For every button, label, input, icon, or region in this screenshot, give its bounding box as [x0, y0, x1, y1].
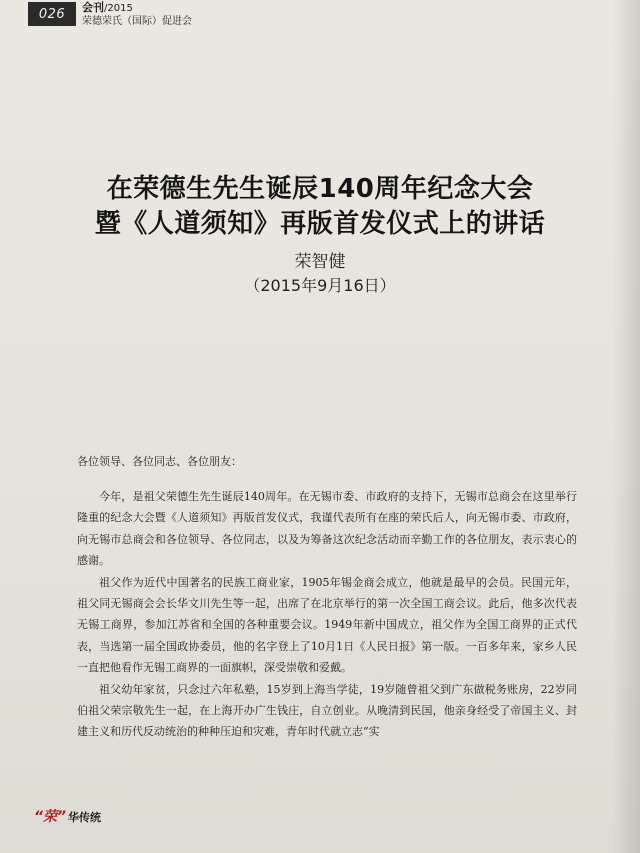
magazine-name: 会刊: [82, 1, 104, 14]
salutation: 各位领导、各位同志、各位朋友：: [77, 455, 242, 468]
paragraph: 祖父作为近代中国著名的民族工商业家，1905年锡金商会成立，他就是最早的会员。民国元年，祖父同无锡商会会长华文川先生等一起，出席了在北京举行的第一次全国工商会议。此后，他多次代表无锡工商界，参加江苏省和全国的各种重要会议。1949年新中国成立，祖父作为全国工商界的正式代表，当选第一届全国政协委员，他的名字登上了10月1日《人民日报》第一版。一百多年来，家乡人民一直把他看作无锡工商界的一面旗帜，深受崇敬和爱戴。: [77, 575, 577, 675]
article-title-line-1: 在荣德生先生诞辰140周年纪念大会: [106, 174, 534, 204]
header-text: [82, 2, 192, 28]
page-number-badge: 026: [28, 2, 76, 26]
article-title-line-2: 暨《人道须知》再版首发仪式上的讲话: [94, 209, 546, 239]
organization-name: 荣德荣氏（国际）促进会: [82, 16, 192, 27]
header-magazine-line: [82, 2, 192, 15]
article-body: [77, 486, 577, 743]
paragraph: 祖父幼年家贫，只念过六年私塾，15岁到上海当学徒，19岁随曾祖父到广东做税务账房，22岁同伯祖父荣宗敬先生一起，在上海开办广生钱庄，自立创业。从晚清到民国，他亲身经受了帝国主义、封建主义和历代反动统治的种种压迫和灾难，青年时代就立志“实: [77, 682, 577, 739]
page-header: [28, 2, 192, 28]
footer-label: 华传统: [68, 811, 102, 824]
footer-accent: “荣”: [34, 809, 67, 825]
page-footer: [34, 806, 101, 826]
issue-year: /2015: [104, 3, 133, 14]
article-date: （2015年9月16日）: [244, 276, 396, 295]
article-author: 荣智健: [294, 252, 346, 272]
paragraph: 今年，是祖父荣德生先生诞辰140周年。在无锡市委、市政府的支持下，无锡市总商会在这里举行隆重的纪念大会暨《人道须知》再版首发仪式，我谨代表所有在座的荣氏后人，向无锡市委、市政府，向无锡市总商会和各位领导、各位同志，以及为筹备这次纪念活动而辛勤工作的各位朋友，表示衷心的感谢。: [77, 490, 577, 568]
